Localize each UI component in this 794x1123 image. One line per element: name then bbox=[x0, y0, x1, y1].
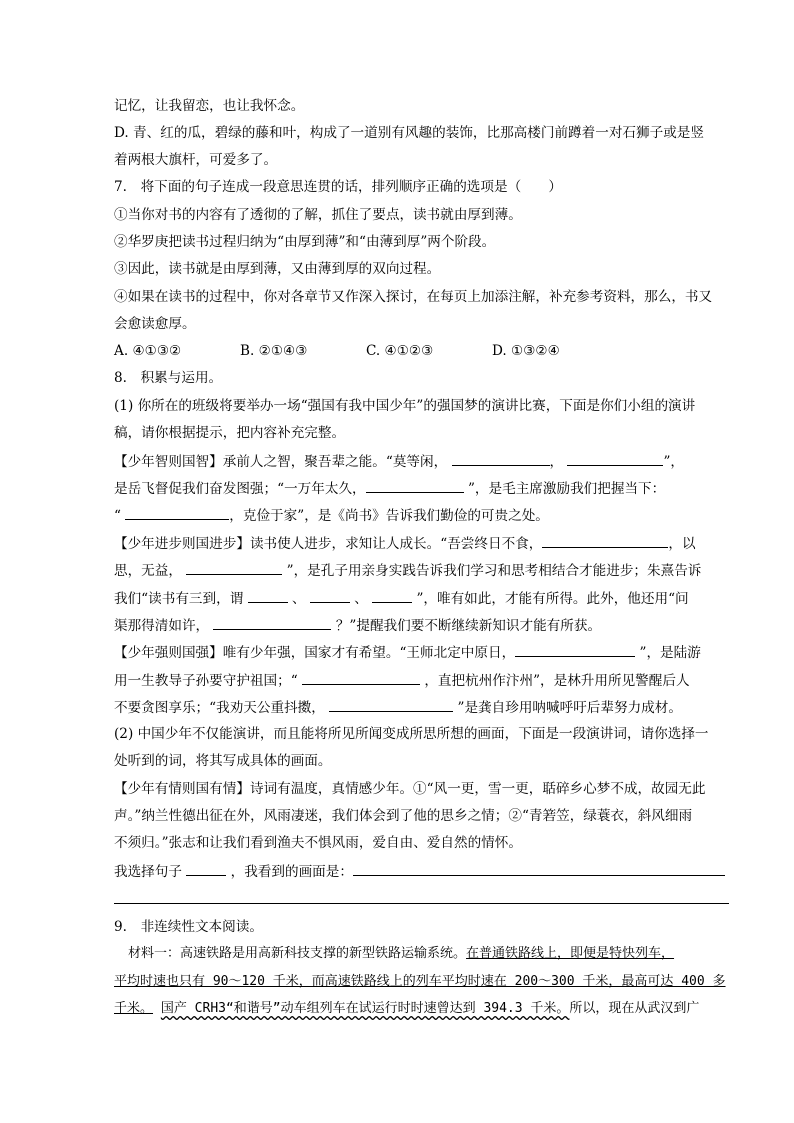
q7-stem: 7. 将下面的句子连成一段意思连贯的话，排列顺序正确的选项是（ ） bbox=[114, 179, 562, 195]
q8-part2-line1: (2) 中国少年不仅能演讲，而且能将所见所闻变成所思所想的画面，下面是一段演讲词，请你选择一 bbox=[114, 726, 709, 742]
material-1-line3: 千米。 国产 CRH3“和谐号”动车组列车在试运行时时速曾达到 394.3 千米。所以，现在从武汉到广 bbox=[114, 1001, 700, 1016]
section-tag-qiang: 【少年强则国强】 bbox=[114, 645, 223, 661]
fill-blank[interactable] bbox=[186, 862, 226, 876]
q7-sentence-4a: ④如果在读书的过程中，你对各章节又作深入探讨，在每页上加添注解，补充参考资料，那么，书又 bbox=[114, 289, 713, 305]
q9-stem: 9. 非连续性文本阅读。 bbox=[114, 919, 263, 935]
q7-sentence-3: ③因此，读书就是由厚到薄，又由薄到厚的双向过程。 bbox=[114, 261, 441, 277]
fill-blank[interactable] bbox=[302, 671, 420, 685]
jin-line3: 我们“读书有三到，谓 、 、 ”，唯有如此，才能有所得。此外，他还用“问 bbox=[114, 591, 689, 607]
prev-text-line: 记忆，让我留恋，也让我怀念。 bbox=[114, 98, 305, 114]
q7-option-b[interactable]: B. ②①④③ bbox=[240, 343, 308, 359]
q7-sentence-1: ①当你对书的内容有了透彻的了解，抓住了要点，读书就由厚到薄。 bbox=[114, 207, 522, 223]
zhi-line1: 【少年智则国智】承前人之智，聚吾辈之能。“莫等闲， ， ”， bbox=[114, 454, 684, 470]
option-d-line1: D. 青、红的瓜，碧绿的藤和叶，构成了一道别有风趣的装饰，比那高楼门前蹲着一对石狮子或是竖 bbox=[114, 125, 704, 141]
choose-line: 我选择句子 ，我看到的画面是： bbox=[114, 862, 725, 881]
fill-blank[interactable] bbox=[542, 534, 668, 548]
qing-line2: 声。”纳兰性德出征在外，风雨凄迷，我们体会到了他的思乡之情；②“青箬笠，绿蓑衣，斜风细雨 bbox=[114, 808, 693, 824]
fill-blank[interactable] bbox=[366, 479, 464, 493]
option-d-line2: 着两根大旗杆，可爱多了。 bbox=[114, 152, 278, 168]
fill-blank[interactable] bbox=[248, 589, 288, 603]
material-1-line2: 平均时速也只有 90～120 千米，而高速铁路线上的列车平均时速在 200～300 千米，最高可达 400 多 bbox=[114, 974, 726, 989]
q7-option-a[interactable]: A. ④①③② bbox=[114, 343, 182, 359]
q7-sentence-2: ②华罗庚把读书过程归纳为“由厚到薄”和“由薄到厚”两个阶段。 bbox=[114, 234, 496, 250]
fill-blank[interactable] bbox=[125, 506, 229, 520]
qing-line1: 【少年有情则国有情】诗词有温度，真情感少年。①“风一更，雪一更，聒碎乡心梦不成，故园无此 bbox=[114, 781, 706, 797]
q8-part1-line1: (1) 你所在的班级将要举办一场“强国有我中国少年”的强国梦的演讲比赛，下面是你们小组的演讲 bbox=[114, 398, 696, 414]
jin-line4: 渠那得清如许， ？”提醒我们要不断继续新知识才能有所获。 bbox=[114, 618, 602, 634]
q7-option-d[interactable]: D. ①③②④ bbox=[492, 343, 560, 359]
qiang-line3: 不要贪图享乐；“我劝天公重抖擞， ”是龚自珍用呐喊呼吁后辈努力成材。 bbox=[114, 700, 682, 716]
fill-blank[interactable] bbox=[213, 616, 331, 630]
q7-options bbox=[114, 342, 618, 360]
jin-line2: 思，无益， ”，是孔子用亲身实践告诉我们学习和思考相结合才能进步；朱熹告诉 bbox=[114, 563, 702, 579]
fill-blank[interactable] bbox=[567, 452, 663, 466]
answer-line[interactable] bbox=[353, 862, 725, 876]
q8-part2-line2: 处听到的词，将其写成具体的画面。 bbox=[114, 753, 332, 769]
material-1-line1: 材料一：高速铁路是用高新科技支撑的新型铁路运输系统。在普通铁路线上，即便是特快列车， bbox=[128, 946, 675, 961]
zhi-line3: “ ，克俭于家”，是《尚书》告诉我们勤俭的可贵之处。 bbox=[114, 508, 549, 524]
fill-blank[interactable] bbox=[310, 589, 350, 603]
zhi-line2: 是岳飞督促我们奋发图强；“一万年太久， ”，是毛主席激励我们把握当下： bbox=[114, 481, 666, 497]
q7-option-c[interactable]: C. ④①②③ bbox=[366, 343, 434, 359]
section-tag-zhi: 【少年智则国智】 bbox=[114, 454, 223, 470]
section-tag-qing: 【少年有情则国有情】 bbox=[114, 781, 250, 797]
q7-sentence-4b: 会愈读愈厚。 bbox=[114, 316, 196, 332]
qiang-line2: 用一生教导子孙要守护祖国；“ ，直把杭州作汴州”，是林升用所见警醒后人 bbox=[114, 673, 690, 689]
fill-blank[interactable] bbox=[329, 698, 453, 712]
section-tag-jin: 【少年进步则国进步】 bbox=[114, 536, 250, 552]
fill-blank[interactable] bbox=[452, 452, 550, 466]
answer-rule[interactable] bbox=[114, 903, 729, 904]
q8-part1-line2: 稿，请你根据提示，把内容补充完整。 bbox=[114, 425, 346, 441]
jin-line1: 【少年进步则国进步】读书使人进步，求知让人成长。“吾尝终日不食， ，以 bbox=[114, 536, 696, 552]
q8-stem: 8. 积累与运用。 bbox=[114, 370, 223, 386]
fill-blank[interactable] bbox=[186, 561, 282, 575]
fill-blank[interactable] bbox=[372, 589, 412, 603]
qiang-line1: 【少年强则国强】唯有少年强，国家才有希望。“王师北定中原日， ”，是陆游 bbox=[114, 645, 701, 661]
fill-blank[interactable] bbox=[515, 643, 635, 657]
qing-line3: 不须归。”张志和让我们看到渔夫不惧风雨，爱自由、爱自然的情怀。 bbox=[114, 835, 522, 851]
